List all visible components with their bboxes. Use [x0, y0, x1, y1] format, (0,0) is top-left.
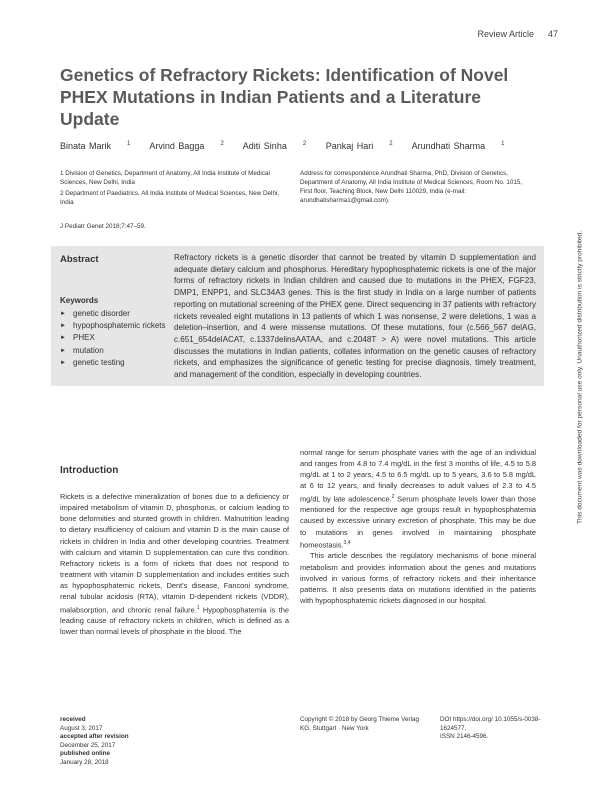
keywords-heading: Keywords — [60, 296, 99, 305]
author[interactable]: Arundhati Sharma $^1$ — [411, 141, 505, 151]
keyword-item: ► genetic testing — [60, 357, 170, 369]
affiliations — [60, 169, 288, 209]
citation-ref[interactable]: 3,4 — [343, 539, 351, 546]
intro-paragraph: Rickets is a defective mineralization of bones due to a deficiency or impaired metabolism of vitamin D, phosphorus, or calcium leading to bone deformities and stunted growth in children. Malnutrition leading to dietary insufficiency of calcium and vitamin D is the main cause of rickets in children in India and other developing countries. Treatment with calcium and vitamin D supplementation can cure this condition. Refractory rickets is a form of rickets that does not respond to treatment with vitamin D supplementation and includes entities such as hypophosphatemic rickets, Dent's disease, Fanconi syndrome, renal tubular acidosis (RTA), vitamin D-dependent rickets (VDDR), malabsorption, and chronic renal failure.$^1$ Hypophosphatemia is the leading cause of refractory rickets in children, which is defined as a lower than normal levels of phosphate in the blood. The — [60, 492, 289, 637]
copyright: Copyright © 2018 by Georg Thieme Verlag KG, Stuttgart · New York — [300, 716, 419, 732]
keyword-item: ► genetic disorder — [60, 308, 170, 320]
author[interactable]: Aditi Sinha $^2$ — [242, 141, 307, 151]
correspondence: Address for correspondence Arundhati Sharma, PhD, Division of Genetics, Department of Anatomy, All India Institute of Medical Sciences, Room No. 1015, First floor, Teaching Block, New Delhi 110029, India (e-mail: arundhatisharma1@gmail.com). — [300, 170, 523, 204]
intro-paragraph: This article describes the regulatory mechanisms of bone mineral metabolism and provides information about the genes and mutations involved in various forms of refractory rickets and their inheritance patterns. It also presents data on mutations identified in the patients with hypophosphatemic rickets diagnosed in our hospital. — [300, 551, 536, 605]
side-notice: This document was downloaded for personal use only. Unauthorized distribution is strictly prohibited. — [576, 230, 584, 525]
author[interactable]: Pankaj Hari $^2$ — [325, 141, 393, 151]
keyword-item: ► PHEX — [60, 332, 170, 344]
doi-block — [440, 716, 550, 742]
intro-column-left — [60, 491, 289, 638]
keyword-item: ► mutation — [60, 345, 170, 357]
affiliation: 1 Division of Genetics, Department of Anatomy, All India Institute of Medical Sciences, New Delhi, India — [60, 170, 270, 186]
author-list — [60, 141, 520, 151]
keywords-list — [60, 308, 170, 369]
intro-paragraph: normal range for serum phosphate varies with the age of an individual and ranges from 4.8 to 7.4 mg/dL in the first 3 months of life, 4.5 to 5.8 mg/dL at 1 to 2 years, 4.5 to 6.5 mg/dL up to 5 years, 3.6 to 5.8 mg/dL at 6 to 12 years, and finally decreases to adult values of 2.3 to 4.5 mg/dL by late adolescence.$^2$ Serum phosphate levels lower than those mentioned for the respective age groups result in hypophosphatemia caused by excessive urinary excretion of phosphate. This may be due to mutations in genes involved in maintaining phosphate homeostasis.$^{3,4}$ — [300, 448, 536, 550]
abstract-text: Refractory rickets is a genetic disorder that cannot be treated by vitamin D supplementation and adequate dietary calcium and phosphorus. Hereditary hypophosphatemic rickets is one of the major forms of refractory rickets in Indian children and caused due to mutations in the PHEX, FGF23, DMP1, ENPP1, and SLC34A3 genes. This is the first study in India on a large number of patients reporting on mutational screening of the PHEX gene. Direct sequencing in 37 patients with refractory rickets revealed eight mutations in 13 patients of which 1 was nonsense, 2 were deletions, 1 was a deletion–insertion, and 4 were missense mutations. Of these mutations, four (c.566_567 delAG, c.651_654delACAT, c.1337delinsAATAA, and c.2048T > A) were novel mutations. This article discusses the mutations in Indian patients, collates information on the genetic causes of refractory rickets, and emphasizes the significance of genetic testing for precise diagnosis, timely treatment, and management of the condition, especially in developing countries. — [174, 253, 536, 380]
intro-column-right — [300, 447, 536, 606]
page-number: 47 — [547, 29, 558, 39]
section-label: Review Article — [477, 29, 534, 39]
doi-link[interactable]: DOI https://doi.org/ 10.1055/s-0038-1624577. — [440, 716, 541, 732]
running-header — [477, 29, 558, 39]
article-dates: received August 3, 2017 accepted after revision December 25, 2017 published online January 28, 2018 — [60, 716, 129, 766]
introduction-heading: Introduction — [60, 465, 119, 476]
keyword-item: ► hypophosphatemic rickets — [60, 320, 170, 332]
article-title: Genetics of Refractory Rickets: Identification of Novel PHEX Mutations in Indian Patients and a Literature Update — [60, 65, 509, 129]
affiliation: 2 Department of Paediatrics, All India Institute of Medical Sciences, New Delhi, India — [60, 190, 280, 206]
author[interactable]: Binata Marik $^1$ — [60, 141, 131, 151]
issn: ISSN 2146-4596. — [440, 733, 489, 741]
citation-ref[interactable]: 2 — [391, 493, 395, 500]
author[interactable]: Arvind Bagga $^2$ — [149, 141, 224, 151]
citation: J Pediatr Genet 2018;7:47–59. — [60, 223, 146, 230]
citation-ref[interactable]: 1 — [196, 604, 200, 611]
abstract-heading: Abstract — [60, 254, 99, 265]
